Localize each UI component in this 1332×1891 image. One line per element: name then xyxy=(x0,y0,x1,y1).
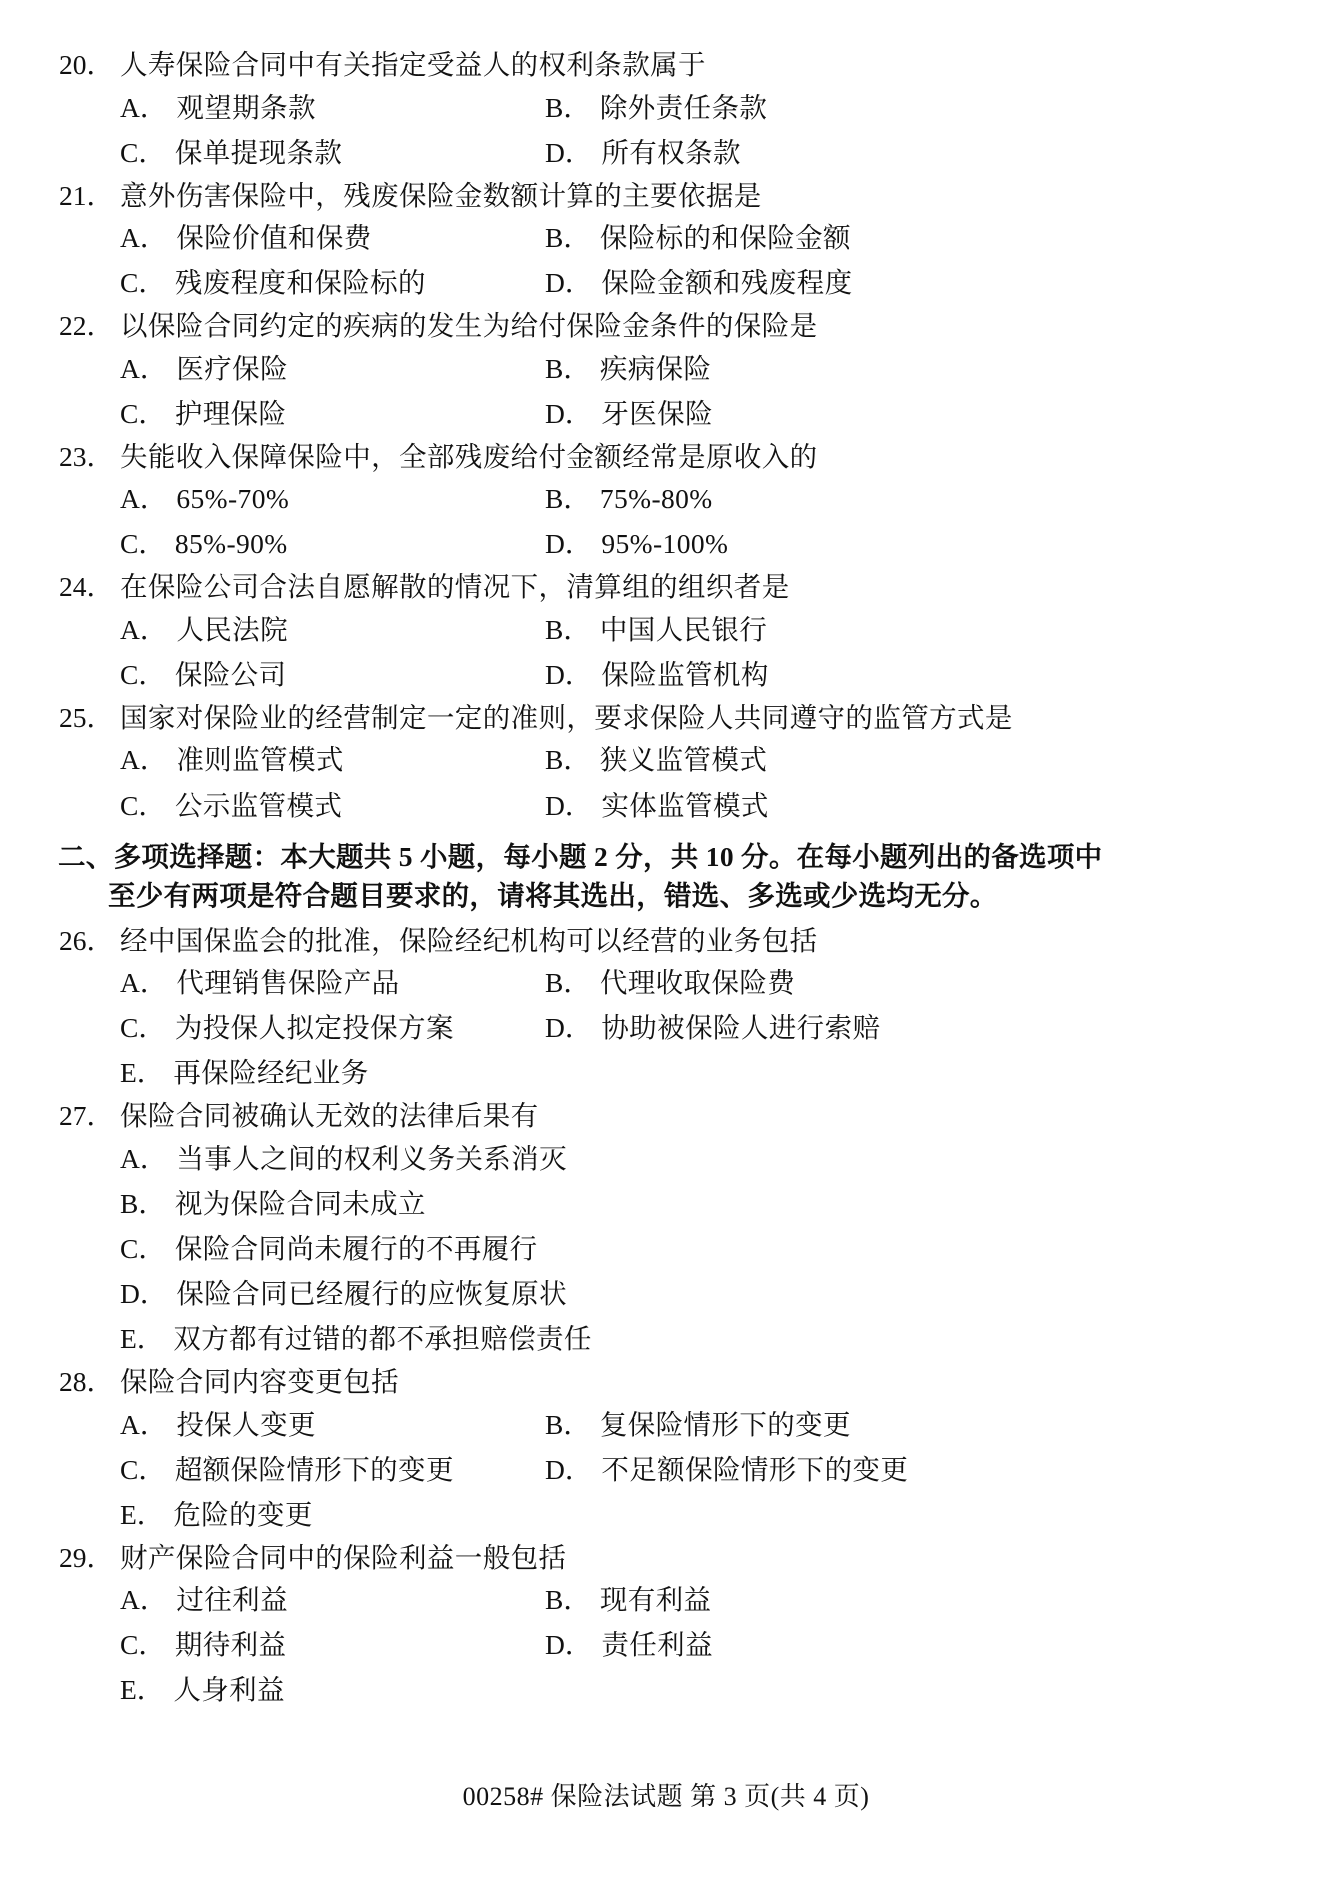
question-number: 21． xyxy=(59,179,114,211)
option-a[interactable] xyxy=(58,1580,545,1619)
option-list xyxy=(58,1136,1274,1361)
option-list xyxy=(58,1402,1274,1537)
option-c[interactable] xyxy=(58,394,545,433)
option-label: 牙医保险 xyxy=(601,397,713,429)
option-list xyxy=(58,215,1274,305)
option-row xyxy=(58,391,1274,436)
option-label: 公示监管模式 xyxy=(174,789,343,821)
option-b[interactable] xyxy=(545,479,1274,518)
question-text: 经中国保监会的批准，保险经纪机构可以经营的业务包括 xyxy=(120,924,818,956)
option-label: 为投保人拟定投保方案 xyxy=(174,1012,454,1044)
option-letter: C． xyxy=(120,658,166,690)
option-row xyxy=(58,1402,1274,1447)
option-letter: A． xyxy=(120,483,168,515)
question-stem xyxy=(58,699,1274,738)
option-row xyxy=(58,1622,1274,1667)
option-letter: A． xyxy=(120,1408,168,1440)
option-b[interactable] xyxy=(545,963,1274,1002)
question-24 xyxy=(58,568,1274,697)
option-letter: D． xyxy=(545,1629,593,1661)
question-number: 28． xyxy=(59,1366,114,1398)
option-row xyxy=(58,607,1274,652)
question-22 xyxy=(58,307,1274,436)
question-28 xyxy=(58,1363,1274,1537)
option-list xyxy=(58,960,1274,1095)
option-d[interactable] xyxy=(545,394,1274,433)
question-number: 24． xyxy=(59,571,114,603)
option-label: 保险合同尚未履行的不再履行 xyxy=(174,1232,538,1264)
option-row xyxy=(58,737,1274,782)
question-stem xyxy=(58,1097,1274,1136)
question-number: 27． xyxy=(59,1100,114,1132)
option-letter: E． xyxy=(120,1057,165,1089)
option-e[interactable] xyxy=(58,1053,369,1092)
option-label: 协助被保险人进行索赔 xyxy=(601,1012,881,1044)
option-letter: D． xyxy=(545,528,593,560)
option-letter: D． xyxy=(545,658,593,690)
option-a[interactable] xyxy=(58,610,545,649)
option-label: 双方都有过错的都不承担赔偿责任 xyxy=(173,1323,592,1355)
option-b[interactable] xyxy=(545,740,1274,779)
option-c[interactable] xyxy=(58,133,545,172)
option-list xyxy=(58,85,1274,175)
option-b[interactable] xyxy=(545,1405,1274,1444)
option-row xyxy=(58,260,1274,305)
question-stem xyxy=(58,177,1274,216)
option-label: 复保险情形下的变更 xyxy=(599,1408,851,1440)
option-row xyxy=(58,1271,1274,1316)
question-text: 保险合同被确认无效的法律后果有 xyxy=(120,1100,539,1132)
question-stem xyxy=(58,568,1274,607)
option-row xyxy=(58,1447,1274,1492)
option-label: 保单提现条款 xyxy=(174,136,343,168)
option-b[interactable] xyxy=(545,1580,1274,1619)
option-label: 保险合同已经履行的应恢复原状 xyxy=(176,1278,567,1310)
question-stem xyxy=(58,922,1274,961)
question-25 xyxy=(58,699,1274,828)
option-b[interactable] xyxy=(545,349,1274,388)
option-label: 85%-90% xyxy=(174,528,288,560)
option-c[interactable] xyxy=(58,1450,545,1489)
option-letter: B． xyxy=(545,483,591,515)
option-letter: C． xyxy=(120,1232,166,1264)
question-stem xyxy=(58,1539,1274,1578)
question-text: 财产保险合同中的保险利益一般包括 xyxy=(120,1541,567,1573)
option-row xyxy=(58,960,1274,1005)
question-text: 失能收入保障保险中，全部残废给付金额经常是原收入的 xyxy=(120,440,818,472)
option-letter: C． xyxy=(120,1453,166,1485)
option-label: 不足额保险情形下的变更 xyxy=(601,1453,909,1485)
option-letter: C． xyxy=(120,267,166,299)
option-a[interactable] xyxy=(58,88,545,127)
option-row xyxy=(58,652,1274,697)
option-row xyxy=(58,1577,1274,1622)
option-d[interactable] xyxy=(545,1625,1274,1664)
option-letter: B． xyxy=(545,613,591,645)
option-d[interactable] xyxy=(58,1274,567,1313)
option-letter: D． xyxy=(545,789,593,821)
page-footer: 00258# 保险法试题 第 3 页(共 4 页) xyxy=(462,1782,870,1811)
option-letter: E． xyxy=(120,1674,165,1706)
option-a[interactable] xyxy=(58,349,545,388)
option-letter: A． xyxy=(120,744,168,776)
option-b[interactable] xyxy=(58,1184,426,1223)
question-number: 23． xyxy=(59,440,114,472)
question-text: 意外伤害保险中，残废保险金数额计算的主要依据是 xyxy=(120,179,762,211)
option-label: 再保险经纪业务 xyxy=(173,1057,369,1089)
option-e[interactable] xyxy=(58,1495,313,1534)
option-letter: A． xyxy=(120,967,168,999)
question-text: 国家对保险业的经营制定一定的准则，要求保险人共同遵守的监管方式是 xyxy=(120,701,1013,733)
option-row xyxy=(58,1005,1274,1050)
option-row xyxy=(58,1050,1274,1095)
option-label: 观望期条款 xyxy=(176,91,316,123)
option-d[interactable] xyxy=(545,786,1274,825)
option-a[interactable] xyxy=(58,963,545,1002)
section-two-heading xyxy=(58,837,1274,916)
option-letter: A． xyxy=(120,1142,168,1174)
option-label: 现有利益 xyxy=(599,1584,712,1616)
option-row xyxy=(58,1181,1274,1226)
section-two-line-1: 二、多项选择题：本大题共 5 小题，每小题 2 分，共 10 分。在每小题列出的备选项中 xyxy=(58,840,1103,872)
question-23 xyxy=(58,438,1274,567)
question-number: 22． xyxy=(59,310,114,342)
option-a[interactable] xyxy=(58,740,545,779)
option-label: 护理保险 xyxy=(174,397,287,429)
question-26 xyxy=(58,922,1274,1096)
question-number: 26． xyxy=(59,924,114,956)
option-letter: C． xyxy=(120,397,166,429)
option-row xyxy=(58,85,1274,130)
option-label: 除外责任条款 xyxy=(599,91,768,123)
option-c[interactable] xyxy=(58,1229,538,1268)
option-label: 责任利益 xyxy=(601,1629,713,1661)
option-d[interactable] xyxy=(545,1008,1274,1047)
option-b[interactable] xyxy=(545,610,1274,649)
option-label: 残废程度和保险标的 xyxy=(174,267,426,299)
option-letter: C． xyxy=(120,1629,166,1661)
option-letter: C． xyxy=(120,789,166,821)
option-d[interactable] xyxy=(545,1450,1274,1489)
option-row xyxy=(58,1316,1274,1361)
option-label: 实体监管模式 xyxy=(601,789,769,821)
option-label: 视为保险合同未成立 xyxy=(174,1187,426,1219)
option-label: 过往利益 xyxy=(176,1584,288,1616)
option-list xyxy=(58,346,1274,436)
option-row xyxy=(58,783,1274,828)
option-label: 保险价值和保费 xyxy=(176,222,372,254)
option-row xyxy=(58,1667,1274,1712)
question-text: 保险合同内容变更包括 xyxy=(120,1366,399,1398)
option-label: 保险金额和残废程度 xyxy=(601,267,853,299)
option-a[interactable] xyxy=(58,1405,545,1444)
option-label: 65%-70% xyxy=(176,483,290,515)
question-number: 29． xyxy=(59,1541,114,1573)
option-c[interactable] xyxy=(58,1008,545,1047)
option-label: 代理销售保险产品 xyxy=(176,967,400,999)
option-e[interactable] xyxy=(58,1319,592,1358)
option-letter: D． xyxy=(545,136,593,168)
section-two-line-2: 至少有两项是符合题目要求的，请将其选出，错选、多选或少选均无分。 xyxy=(108,880,998,912)
option-letter: B． xyxy=(120,1187,166,1219)
option-letter: D． xyxy=(545,1453,593,1485)
option-letter: D． xyxy=(545,397,593,429)
option-label: 危险的变更 xyxy=(173,1498,313,1530)
option-letter: D． xyxy=(120,1278,168,1310)
option-letter: E． xyxy=(120,1323,165,1355)
question-stem xyxy=(58,307,1274,346)
option-letter: B． xyxy=(545,1584,591,1616)
option-list xyxy=(58,1577,1274,1712)
option-label: 狭义监管模式 xyxy=(599,744,768,776)
option-label: 人身利益 xyxy=(173,1674,285,1706)
option-letter: C． xyxy=(120,1012,166,1044)
option-letter: A． xyxy=(120,91,168,123)
option-c[interactable] xyxy=(58,1625,545,1664)
option-label: 75%-80% xyxy=(599,483,713,515)
option-label: 准则监管模式 xyxy=(176,744,344,776)
option-a[interactable] xyxy=(58,218,545,257)
option-letter: C． xyxy=(120,136,166,168)
option-letter: A． xyxy=(120,613,168,645)
option-letter: B． xyxy=(545,352,591,384)
option-letter: C． xyxy=(120,528,166,560)
option-label: 中国人民银行 xyxy=(599,613,768,645)
option-d[interactable] xyxy=(545,524,1274,563)
option-letter: D． xyxy=(545,267,593,299)
option-label: 代理收取保险费 xyxy=(599,967,796,999)
option-letter: B． xyxy=(545,222,591,254)
question-29 xyxy=(58,1539,1274,1713)
option-list xyxy=(58,476,1274,566)
question-27 xyxy=(58,1097,1274,1361)
question-text: 人寿保险合同中有关指定受益人的权利条款属于 xyxy=(120,49,706,80)
option-c[interactable] xyxy=(58,786,545,825)
option-label: 疾病保险 xyxy=(599,352,712,384)
option-b[interactable] xyxy=(545,88,1274,127)
option-label: 超额保险情形下的变更 xyxy=(174,1453,454,1485)
option-label: 人民法院 xyxy=(176,613,288,645)
option-letter: E． xyxy=(120,1498,165,1530)
question-number: 25． xyxy=(59,701,114,733)
option-label: 医疗保险 xyxy=(176,352,288,384)
question-21 xyxy=(58,177,1274,306)
option-label: 所有权条款 xyxy=(601,136,741,168)
option-label: 期待利益 xyxy=(174,1629,287,1661)
option-letter: B． xyxy=(545,967,591,999)
option-letter: A． xyxy=(120,222,168,254)
option-c[interactable] xyxy=(58,263,545,302)
question-text: 以保险合同约定的疾病的发生为给付保险金条件的保险是 xyxy=(120,310,818,342)
question-stem xyxy=(58,46,1274,85)
option-d[interactable] xyxy=(545,133,1274,172)
option-d[interactable] xyxy=(545,263,1274,302)
option-row xyxy=(58,130,1274,175)
option-label: 95%-100% xyxy=(601,528,729,560)
option-list xyxy=(58,737,1274,827)
option-row xyxy=(58,521,1274,566)
option-e[interactable] xyxy=(58,1670,285,1709)
question-stem xyxy=(58,438,1274,477)
option-letter: A． xyxy=(120,352,168,384)
option-row xyxy=(58,215,1274,260)
option-label: 投保人变更 xyxy=(176,1408,316,1440)
option-a[interactable] xyxy=(58,479,545,518)
question-number: 20． xyxy=(59,49,114,80)
option-d[interactable] xyxy=(545,655,1274,694)
option-label: 当事人之间的权利义务关系消灭 xyxy=(176,1142,567,1174)
option-letter: B． xyxy=(545,91,591,123)
option-row xyxy=(58,476,1274,521)
option-a[interactable] xyxy=(58,1139,567,1178)
option-row xyxy=(58,1226,1274,1271)
option-label: 保险标的和保险金额 xyxy=(599,222,851,254)
question-stem xyxy=(58,1363,1274,1402)
option-c[interactable] xyxy=(58,655,545,694)
option-letter: A． xyxy=(120,1584,168,1616)
option-row xyxy=(58,1136,1274,1181)
option-label: 保险监管机构 xyxy=(601,658,769,690)
option-c[interactable] xyxy=(58,524,545,563)
option-letter: B． xyxy=(545,1408,591,1440)
option-label: 保险公司 xyxy=(174,658,287,690)
option-letter: D． xyxy=(545,1012,593,1044)
question-20 xyxy=(58,46,1274,175)
option-list xyxy=(58,607,1274,697)
option-b[interactable] xyxy=(545,218,1274,257)
option-row xyxy=(58,346,1274,391)
option-row xyxy=(58,1492,1274,1537)
question-text: 在保险公司合法自愿解散的情况下，清算组的组织者是 xyxy=(120,571,790,603)
option-letter: B． xyxy=(545,744,591,776)
